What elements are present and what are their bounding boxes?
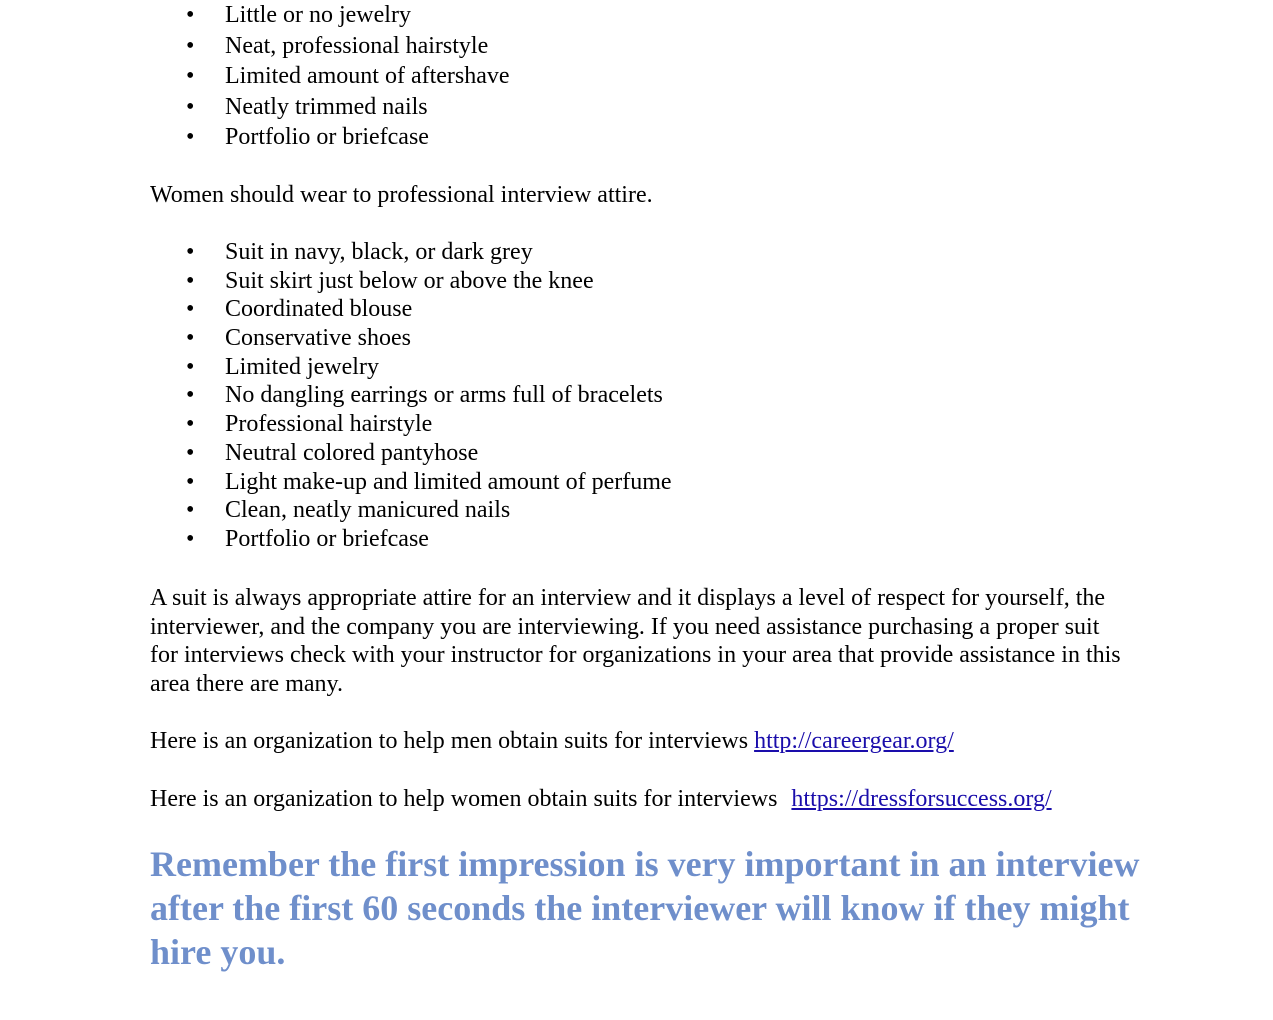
bullet-icon: • xyxy=(186,124,195,150)
list-item-text: Portfolio or briefcase xyxy=(225,525,429,552)
bullet-icon: • xyxy=(186,525,195,552)
bullet-icon: • xyxy=(186,296,195,323)
list-item-text: Limited jewelry xyxy=(225,353,379,380)
bullet-icon: • xyxy=(186,497,195,524)
bullet-icon: • xyxy=(186,382,195,409)
women-organization-text: Here is an organization to help women obtain suits for interviews xyxy=(150,786,784,812)
suit-paragraph: A suit is always appropriate attire for an interview and it displays a level of respect for yourself, the interviewer, and the company you are interviewing. If you need assistance purchasing a proper suit for interviews check with your instructor for organizations in your area that provide assistance in this area there are many. xyxy=(150,585,1121,698)
list-item-text: Neutral colored pantyhose xyxy=(225,439,479,466)
bullet-icon: • xyxy=(186,267,195,294)
bullet-icon: • xyxy=(186,353,195,380)
list-item-text: Little or no jewelry xyxy=(225,2,411,28)
careergear-link[interactable]: http://careergear.org/ xyxy=(754,728,954,754)
bullet-icon: • xyxy=(186,468,195,495)
bullet-icon: • xyxy=(186,2,195,28)
list-item-text: Neatly trimmed nails xyxy=(225,93,428,120)
list-item-text: Clean, neatly manicured nails xyxy=(225,497,511,524)
bullet-icon: • xyxy=(186,325,195,352)
bullet-icon: • xyxy=(186,411,195,438)
list-item-text: Suit skirt just below or above the knee xyxy=(225,267,594,294)
bullet-icon: • xyxy=(186,239,195,265)
men-organization-text: Here is an organization to help men obtain suits for interviews xyxy=(150,728,755,754)
dressforsuccess-link[interactable]: https://dressforsuccess.org/ xyxy=(791,786,1052,812)
women-intro-paragraph: Women should wear to professional interview attire. xyxy=(150,182,653,208)
list-item-text: Conservative shoes xyxy=(225,325,411,352)
bullet-icon: • xyxy=(186,32,195,59)
list-item-text: Portfolio or briefcase xyxy=(225,124,429,150)
list-item-text: Limited amount of aftershave xyxy=(225,63,510,89)
bullet-icon: • xyxy=(186,93,195,120)
closing-statement: Remember the first impression is very important in an interview after the first 60 seconds the interviewer will know if they might hire you. xyxy=(150,844,1140,972)
men-organization-paragraph xyxy=(150,727,1130,756)
list-item-text: Neat, professional hairstyle xyxy=(225,32,489,59)
list-item-text: Coordinated blouse xyxy=(225,296,413,323)
list-item-text: Light make-up and limited amount of perfume xyxy=(225,468,672,495)
list-item-text: Suit in navy, black, or dark grey xyxy=(225,239,533,265)
list-item-text: Professional hairstyle xyxy=(225,411,433,438)
bullet-icon: • xyxy=(186,439,195,466)
bullet-icon: • xyxy=(186,63,195,89)
list-item-text: No dangling earrings or arms full of bracelets xyxy=(225,382,663,409)
women-organization-paragraph xyxy=(150,785,1130,814)
